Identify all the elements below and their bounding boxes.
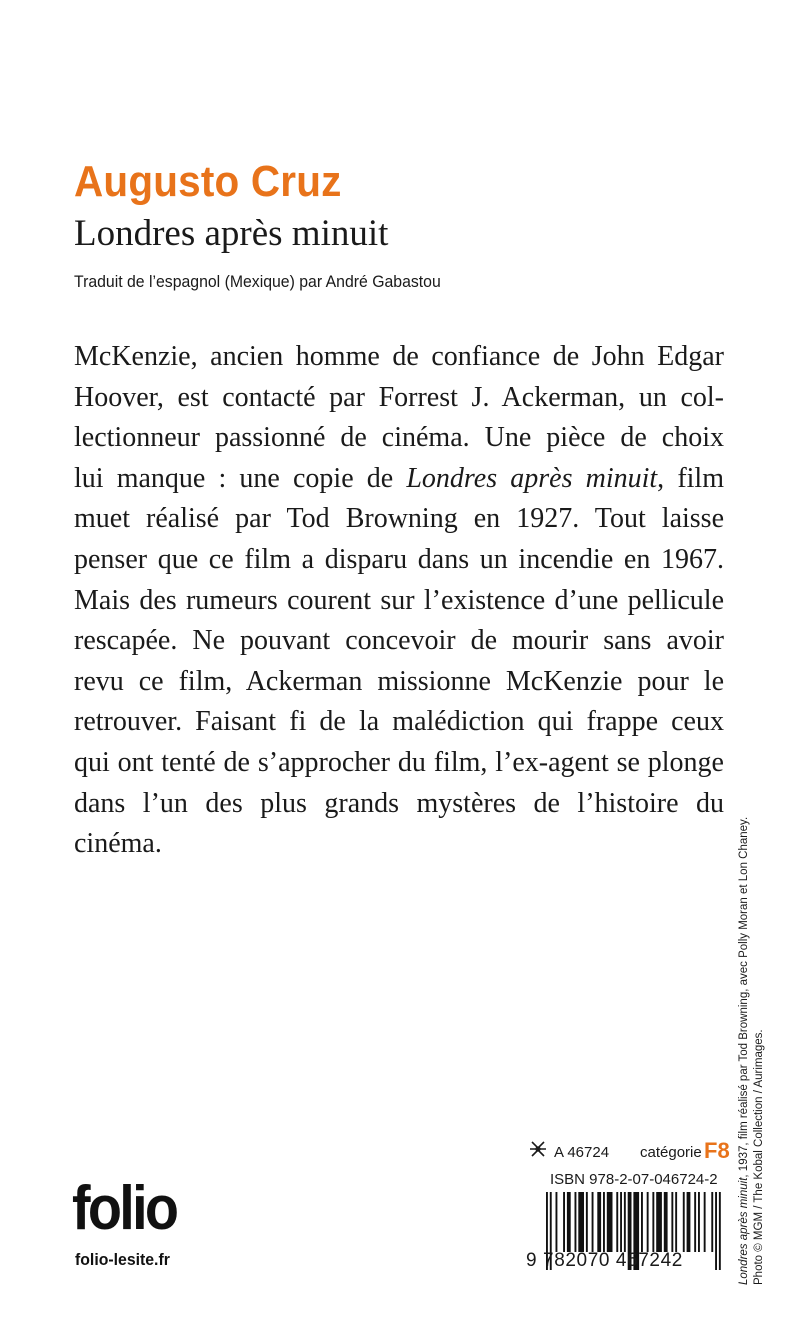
blurb-line: revu ce film, Ackerman missionne McKenzie pour le bbox=[74, 665, 724, 697]
blurb-line: rescapée. Ne pouvant concevoir de mourir sans avoir bbox=[74, 625, 724, 657]
barcode-bar bbox=[675, 1192, 677, 1252]
barcode-bar bbox=[704, 1192, 706, 1252]
photo-credit-details: , 1937, film réalisé par Tod Browning, avec Polly Moran et Lon Chaney. bbox=[738, 816, 750, 1178]
publisher-logo: folio bbox=[72, 1174, 177, 1243]
category-label: catégorie bbox=[640, 1144, 702, 1161]
blurb-line: McKenzie, ancien homme de confiance de John Edgar bbox=[74, 341, 724, 372]
blurb-line: cinéma. bbox=[74, 828, 162, 860]
blurb-line: Mais des rumeurs courent sur l’existence d’une pellicule bbox=[74, 584, 724, 616]
barcode-bar bbox=[715, 1192, 717, 1270]
barcode-bar bbox=[656, 1192, 662, 1252]
translator-credit: Traduit de l’espagnol (Mexique) par André Gabastou bbox=[74, 272, 441, 291]
barcode-digits: 9 782070 467242 bbox=[526, 1250, 683, 1271]
blurb-line: dans l’un des plus grands mystères de l’histoire du bbox=[74, 787, 724, 819]
blurb-line: retrouver. Faisant fi de la malédiction qui frappe ceux bbox=[74, 706, 724, 738]
blurb-text bbox=[74, 337, 724, 865]
barcode-bar bbox=[592, 1192, 594, 1252]
blurb-line bbox=[74, 459, 724, 500]
barcode-bar bbox=[563, 1192, 565, 1252]
blurb-line: muet réalisé par Tod Browning en 1927. Tout laisse bbox=[74, 503, 724, 535]
photo-credit-line bbox=[737, 705, 752, 1285]
barcode-bar bbox=[687, 1192, 691, 1252]
barcode-bar bbox=[683, 1192, 685, 1252]
publisher-website: folio-lesite.fr bbox=[75, 1250, 170, 1269]
blurb-film-title: Londres après minuit bbox=[406, 462, 658, 494]
barcode-bar bbox=[603, 1192, 605, 1252]
barcode-bar bbox=[597, 1192, 601, 1252]
barcode-bar bbox=[586, 1192, 588, 1252]
barcode-bar bbox=[578, 1192, 584, 1252]
blurb-line: Hoover, est contacté par Forrest J. Ackerman, un col- bbox=[74, 381, 724, 413]
barcode-bar bbox=[664, 1192, 668, 1252]
isbn-text: ISBN 978-2-07-046724-2 bbox=[550, 1171, 718, 1188]
barcode-bar bbox=[620, 1192, 622, 1252]
photo-credit bbox=[737, 705, 767, 1285]
author-name: Augusto Cruz bbox=[74, 157, 342, 206]
barcode-bar bbox=[616, 1192, 618, 1252]
barcode-bar bbox=[711, 1192, 713, 1252]
photo-credit-film-title: Londres après minuit bbox=[738, 1177, 750, 1285]
catalog-code: A 46724 bbox=[554, 1144, 610, 1161]
barcode-bar bbox=[694, 1192, 696, 1252]
barcode-bar bbox=[647, 1192, 649, 1252]
barcode-bar bbox=[641, 1192, 643, 1252]
barcode-bar bbox=[607, 1192, 613, 1252]
blurb-fragment: , film bbox=[657, 462, 724, 494]
barcode-bar bbox=[556, 1192, 558, 1252]
barcode-bar bbox=[624, 1192, 626, 1252]
photo-credit-line: Photo © MGM / The Kobal Collection / Aurimages. bbox=[753, 1029, 765, 1285]
barcode-bar bbox=[719, 1192, 721, 1270]
blurb-line: penser que ce film a disparu dans un incendie en 1967. bbox=[74, 543, 724, 575]
barcode-bar bbox=[575, 1192, 577, 1252]
catalog-row bbox=[528, 1138, 730, 1164]
barcode-bar bbox=[698, 1192, 700, 1252]
barcode-bar bbox=[652, 1192, 654, 1252]
category-value: F8 bbox=[704, 1138, 730, 1163]
blurb-line: qui ont tenté de s’approcher du film, l’ex-agent se plonge bbox=[74, 746, 724, 778]
barcode-bar bbox=[567, 1192, 571, 1252]
book-title: Londres après minuit bbox=[74, 213, 389, 254]
blurb-line: lectionneur passionné de cinéma. Une pièce de choix bbox=[74, 422, 724, 454]
blurb-fragment: lui manque : une copie de bbox=[74, 462, 407, 494]
publisher-mark-icon bbox=[528, 1140, 548, 1162]
barcode-bar bbox=[671, 1192, 673, 1252]
